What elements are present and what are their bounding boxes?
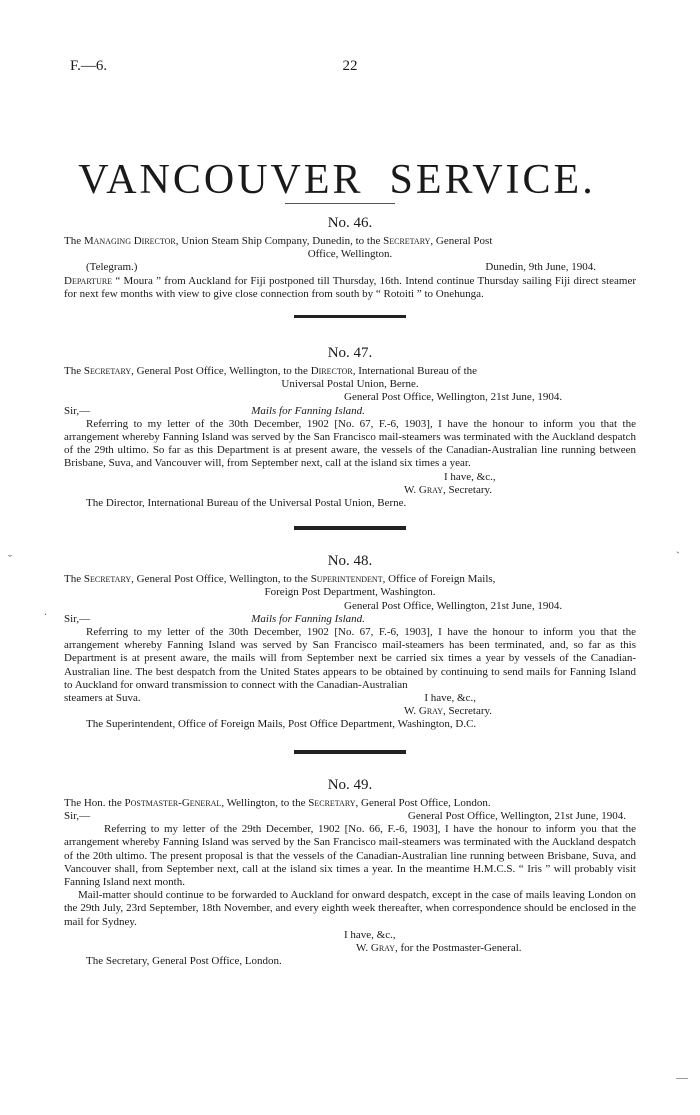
body-last-row: [64, 692, 636, 705]
signature: [64, 705, 636, 718]
letter-number: No. 49.: [327, 776, 373, 793]
address-sender: Managing Director: [83, 235, 176, 247]
letter-46: [64, 214, 636, 301]
addressee: The Superintendent, Office of Foreign Mails, Post Office Department, Washington, D.C.: [86, 718, 477, 731]
title-word-2: SERVICE.: [389, 157, 596, 203]
place-date: General Post Office, Wellington, 21st June, 1904.: [344, 599, 563, 612]
signature-title: , Secretary.: [442, 483, 493, 496]
letter-address: [64, 365, 636, 391]
signature-title: , Secretary.: [442, 705, 493, 718]
address-text: , International Bureau of the: [352, 365, 478, 378]
signature-title: , for the Postmaster-General.: [394, 941, 522, 954]
salutation-row: [64, 405, 636, 418]
margin-mark: ˘: [8, 552, 12, 566]
address-sender: Postmaster-General: [124, 796, 222, 809]
signature-name: W. Gray: [356, 941, 395, 954]
letter-body: [64, 275, 636, 301]
address-recipient: Superintendent: [310, 573, 383, 586]
section-separator: [294, 315, 406, 318]
letter-number: No. 47.: [327, 345, 373, 362]
letter-number: No. 48.: [327, 553, 373, 570]
signature: [64, 484, 636, 497]
address-text: , General Post Office, Wellington, to the: [131, 573, 311, 586]
section-separator: [294, 750, 406, 754]
closing: I have, &c.,: [424, 692, 476, 705]
address-text: , Office of Foreign Mails,: [382, 573, 496, 586]
address-text: , General Post: [430, 235, 493, 247]
salutation: Sir,—: [64, 809, 91, 822]
letter-address: [64, 573, 636, 599]
salutation-row: [64, 613, 636, 626]
address-text: The: [64, 235, 84, 247]
title-rule: [285, 203, 395, 204]
closing: I have, &c.,: [344, 928, 396, 941]
address-continuation: Office, Wellington.: [307, 248, 393, 261]
salutation: Sir,—: [64, 404, 91, 417]
address-continuation: Foreign Post Department, Washington.: [264, 586, 436, 599]
page-title: [0, 156, 700, 204]
page-number: 22: [342, 58, 358, 74]
place-date: General Post Office, Wellington, 21st June, 1904.: [344, 391, 563, 404]
letter-49: [64, 776, 636, 969]
signature-name: W. Gray: [404, 705, 443, 718]
salutation: Sir,—: [64, 612, 91, 625]
address-text: The Hon. the: [64, 796, 125, 809]
signature: [64, 942, 636, 955]
margin-mark: —: [676, 1070, 688, 1084]
telegram-row: [64, 261, 636, 274]
address-text: , Wellington, to the: [221, 796, 309, 809]
margin-mark: ˎ: [676, 540, 680, 554]
place-date: Dunedin, 9th June, 1904.: [485, 261, 596, 274]
letter-address: [64, 797, 636, 810]
document-code: F.—6.: [70, 58, 108, 74]
letters-container: [64, 214, 636, 968]
subject-line: Mails for Fanning Island.: [251, 612, 365, 625]
body-text: “ Moura ” from Auckland for Fiji postponed till Thursday, 16th. Intend continue Thursday sailing Fiji direct steamer for next few months with view to give close connection from south by “ Rotoiti ” to Onehunga.: [64, 274, 636, 300]
telegram-label: (Telegram.): [86, 261, 138, 274]
salutation-row: [64, 810, 636, 823]
letter-48: [64, 552, 636, 731]
letter-body: Referring to my letter of the 30th December, 1902 [No. 67, F.-6, 1903], I have the honour to inform you that the arrangement whereby Fanning Island was served by the San Francisco mail-steamers was terminated with the Auckland despatch of the 29th ultimo. So far as this Department is at present aware, the vessels of the Canadian-Australian line running between Brisbane, Suva, and Vancouver will, from September next, call at the island six times a year.: [64, 417, 636, 470]
letter-47: [64, 344, 636, 510]
letter-number: No. 46.: [327, 215, 373, 231]
address-recipient: Secretary: [383, 235, 431, 247]
body-lead: Departure: [64, 274, 113, 287]
letter-body: Referring to my letter of the 30th December, 1902 [No. 67, F.-6, 1903], I have the honour to inform you that the arrangement whereby Fanning Island was served by San Francisco mail-steamers has been terminated, and, so far as this Department is at present aware, the mails will from September next be carried six times a year by vessels of the Canadian-Australian line. The best despatch from the United States appears to be obtained by continuing to send mails for Fanning Island to Auckland for onward transmission to connect with the Canadian-Australian: [64, 626, 636, 691]
addressee: The Director, International Bureau of the Universal Postal Union, Berne.: [86, 497, 407, 510]
address-recipient: Secretary: [308, 796, 356, 809]
letter-body: Referring to my letter of the 29th December, 1902 [No. 66, F.-6, 1903], I have the honour to inform you that the arrangement whereby Fanning Island was served by the San Francisco mail-steamers was terminated with the Auckland despatch of the 20th ultimo. The present proposal is that the vessels of the Canadian-Australian line running between Brisbane, Suva, and Vancouver shall, from September next, call at the island six times a year. In the meantime H.M.C.S. “ Iris ” will probably visit Fanning Island next month.: [64, 823, 636, 888]
letter-body-2: Mail-matter should continue to be forwarded to Auckland for onward despatch, except in the case of mails leaving London on the 29th July, 23rd September, 18th November, and every eighth week thereafter, when correspondence should be enclosed in the mail for Sydney.: [64, 889, 636, 928]
closing: I have, &c.,: [444, 470, 496, 483]
address-continuation: Universal Postal Union, Berne.: [281, 378, 419, 391]
address-text: The: [64, 573, 84, 586]
address-sender: Secretary: [83, 365, 132, 378]
addressee: The Secretary, General Post Office, London.: [86, 955, 282, 968]
subject-line: Mails for Fanning Island.: [251, 404, 365, 417]
body-last-line: steamers at Suva.: [64, 692, 141, 705]
title-word-1: VANCOUVER: [78, 157, 364, 203]
address-text: , General Post Office, London.: [355, 796, 491, 809]
address-recipient: Director: [310, 365, 353, 378]
signature-name: W. Gray: [404, 483, 443, 496]
margin-mark: .: [44, 604, 47, 618]
letter-address: [64, 235, 636, 261]
address-text: , Union Steam Ship Company, Dunedin, to the: [175, 235, 384, 247]
section-separator: [294, 526, 406, 530]
address-text: , General Post Office, Wellington, to the: [131, 365, 311, 378]
address-text: The: [64, 365, 84, 378]
place-date: General Post Office, Wellington, 21st June, 1904.: [407, 809, 626, 822]
address-sender: Secretary: [83, 573, 132, 586]
